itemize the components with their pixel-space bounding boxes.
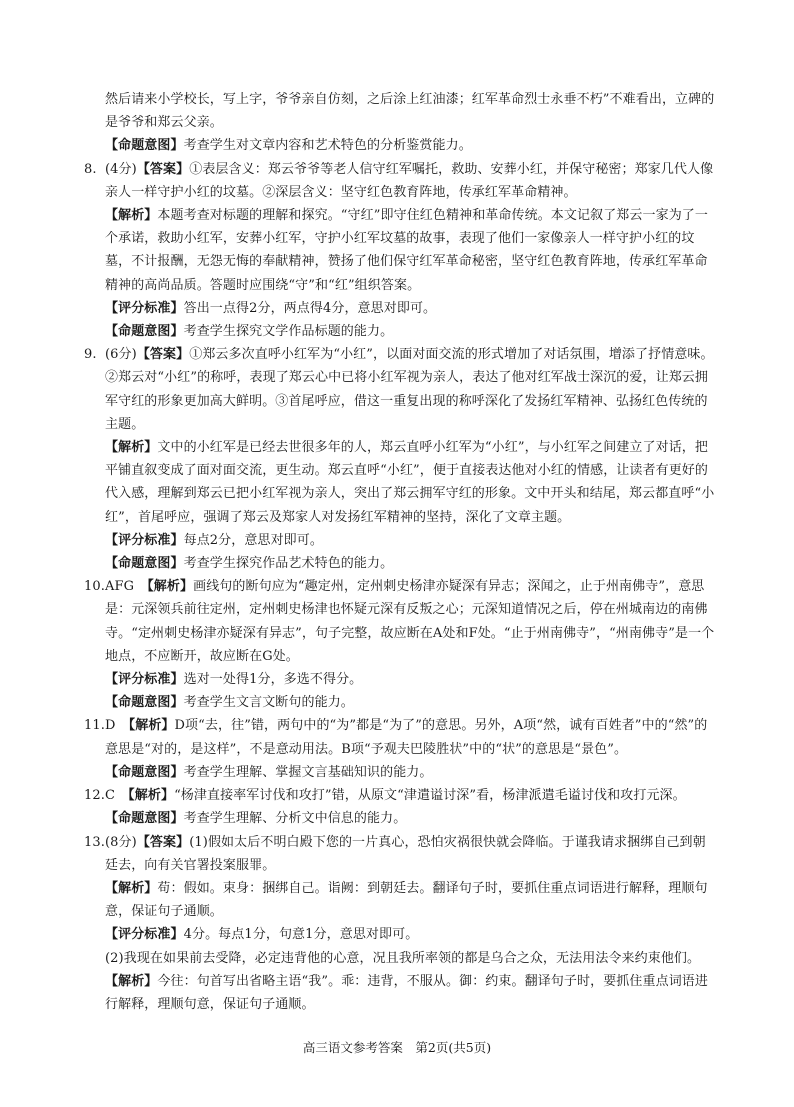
answer-paragraph [84, 668, 716, 691]
question-item [84, 343, 716, 436]
paragraph-text: 4分。每点1分，句意1分，意思对即可。 [183, 927, 419, 943]
section-label: 【评分标准】 [105, 672, 184, 688]
question-score: (4分) [105, 161, 137, 177]
answer-paragraph [84, 691, 716, 714]
section-label: 【命题意图】 [105, 695, 184, 711]
question-score: C [105, 788, 129, 804]
section-label: 【命题意图】 [105, 764, 184, 780]
question-number: 8. [84, 161, 97, 177]
question-number: 10. [84, 579, 105, 595]
paragraph-text: 考查学生对文章内容和艺术特色的分析鉴赏能力。 [183, 138, 472, 154]
section-label: 【解析】 [105, 208, 158, 224]
section-label: 【命题意图】 [105, 324, 184, 340]
question-number: 12. [84, 788, 105, 804]
section-label: 【命题意图】 [105, 811, 184, 827]
paragraph-text: 苟：假如。束身：捆绑自己。诣阙：到朝廷去。翻译句子时，要抓住重点词语进行解释，理顺句意，保证句子通顺。 [105, 880, 708, 920]
section-label: 【解析】 [105, 973, 158, 989]
question-item [84, 575, 716, 668]
section-label: 【命题意图】 [105, 556, 184, 572]
paragraph-text: 答出一点得2分，两点得4分，意思对即可。 [183, 300, 437, 316]
answer-text: D项“去，往”错，两句中的“为”都是“为了”的意思。另外，A项“然，诚有百姓者”中的“然”的意思是“对的，是这样”，不是意动用法。B项“予观夫巴陵胜状”中的“状”的意思是“景色”。 [105, 718, 708, 757]
paragraph-text: 考查学生探究文学作品标题的能力。 [183, 324, 394, 340]
paragraph-text: 今往：句首写出省略主语“我”。乖：违背，不服从。御：约束。翻译句子时，要抓住重点词语进行解释，理顺句意，保证句子通顺。 [105, 973, 708, 1012]
answer-paragraph [84, 436, 716, 529]
answer-text: 画线句的断句应为“趣定州，定州刺史杨津亦疑深有异志；深闻之，止于州南佛寺”，意思是：元深领兵前往定州，定州刺史杨津也怀疑元深有反叛之心；元深知道情况之后，停在州城南边的南佛寺。“定州刺史杨津亦疑深有异志”，句子完整，故应断在A处和F处。“止于州南佛寺”，“州南佛寺”是一个地点，不应断开，故应断在G处。 [105, 579, 715, 664]
answer-paragraph [84, 88, 716, 134]
paragraph-text: 考查学生探究作品艺术特色的能力。 [183, 556, 394, 572]
paragraph-text: 然后请来小学校长，写上字，爷爷亲自仿刻，之后涂上红油漆；红军革命烈士永垂不朽”不难看出，立碑的是爷爷和郑云父亲。 [105, 92, 715, 131]
section-label: 【答案】 [136, 347, 190, 363]
answer-text: ①表层含义：郑云爷爷等老人信守红军嘱托，救助、安葬小红，并保守秘密；郑家几代人像亲人一样守护小红的坟墓。②深层含义：坚守红色教育阵地，传承红军革命精神。 [105, 161, 714, 200]
section-label: 【命题意图】 [105, 138, 184, 154]
answer-text: (1)假如太后不明白殿下您的一片真心，恐怕灾祸很快就会降临。于谨我请求捆绑自己到朝廷去，向有关官署投案服罪。 [105, 834, 706, 873]
answer-text: ①郑云多次直呼小红军为“小红”，以面对面交流的形式增加了对话氛围，增添了抒情意味。②郑云对“小红”的称呼，表现了郑云心中已将小红军视为亲人，表达了他对红军战士深沉的爱，让郑云拥军守红的形象更加高大鲜明。③首尾呼应，借这一重复出现的称呼深化了发扬红军精神、弘扬红色传统的主题。 [105, 347, 714, 432]
question-item [84, 784, 716, 807]
section-label: 【解析】 [147, 579, 194, 595]
answer-paragraph [84, 552, 716, 575]
answer-paragraph [84, 807, 716, 830]
question-number: 13. [84, 834, 105, 850]
paragraph-text: (2)我现在如果前去受降，必定违背他的心意，况且我所率领的都是乌合之众，无法用法令来约束他们。 [105, 950, 701, 966]
answer-paragraph [84, 204, 716, 297]
question-score: (8分) [105, 834, 137, 850]
section-label: 【解析】 [105, 880, 158, 896]
paragraph-text: 本题考查对标题的理解和探究。“守红”即守住红色精神和革命传统。本文记叙了郑云一家为了一个承诺，救助小红军，安葬小红军，守护小红军坟墓的故事，表现了他们一家像亲人一样守护小红的坟墓，不计报酬，无怨无悔的奉献精神，赞扬了他们保守红军革命秘密，坚守红色教育阵地，传承红军革命精神的高尚品质。答题时应围绕“守”和“红”组织答案。 [105, 208, 708, 293]
paragraph-text: 选对一处得1分，多选不得分。 [183, 672, 363, 688]
paragraph-text: 考查学生文言文断句的能力。 [183, 695, 354, 711]
section-label: 【解析】 [128, 788, 175, 804]
question-score: (6分) [105, 347, 137, 363]
section-label: 【评分标准】 [105, 927, 184, 943]
question-number: 9. [84, 347, 97, 363]
section-label: 【解析】 [105, 440, 158, 456]
answer-paragraph [84, 761, 716, 784]
answer-paragraph [84, 320, 716, 343]
paragraph-text: 文中的小红军是已经去世很多年的人，郑云直呼小红军为“小红”，与小红军之间建立了对话，把平铺直叙变成了面对面交流，更生动。郑云直呼“小红”，便于直接表达他对小红的情感，让读者有更好的代入感，理解到郑云已把小红军视为亲人，突出了郑云拥军守红的形象。文中开头和结尾，郑云都直呼“小红”，首尾呼应，强调了郑云及郑家人对发扬红军精神的坚持，深化了文章主题。 [105, 440, 715, 525]
page-footer: 高三语文参考答案 第2页(共5页) [302, 1040, 492, 1055]
section-label: 【答案】 [136, 161, 190, 177]
answer-paragraph [84, 923, 716, 946]
paragraph-text: 考查学生理解、分析文中信息的能力。 [183, 811, 407, 827]
question-item [84, 714, 716, 760]
answer-paragraph [84, 297, 716, 320]
question-number: 11. [84, 718, 105, 734]
answer-content [84, 88, 716, 1016]
answer-paragraph [84, 947, 716, 970]
question-score: AFG [105, 579, 148, 595]
question-item [84, 158, 716, 204]
paragraph-text: 考查学生理解、掌握文言基础知识的能力。 [183, 764, 433, 780]
section-label: 【评分标准】 [105, 532, 184, 548]
question-score: D [105, 718, 129, 734]
answer-paragraph [84, 970, 716, 1016]
answer-text: “杨津直接率军讨伐和攻打”错，从原文“津遣谥讨深”看，杨津派遣毛谥讨伐和攻打元深。 [174, 788, 686, 804]
answer-paragraph [84, 877, 716, 923]
answer-paragraph [84, 529, 716, 552]
section-label: 【解析】 [128, 718, 175, 734]
answer-paragraph [84, 134, 716, 157]
question-item [84, 831, 716, 877]
section-label: 【答案】 [136, 834, 190, 850]
paragraph-text: 每点2分，意思对即可。 [183, 532, 323, 548]
section-label: 【评分标准】 [105, 300, 184, 316]
